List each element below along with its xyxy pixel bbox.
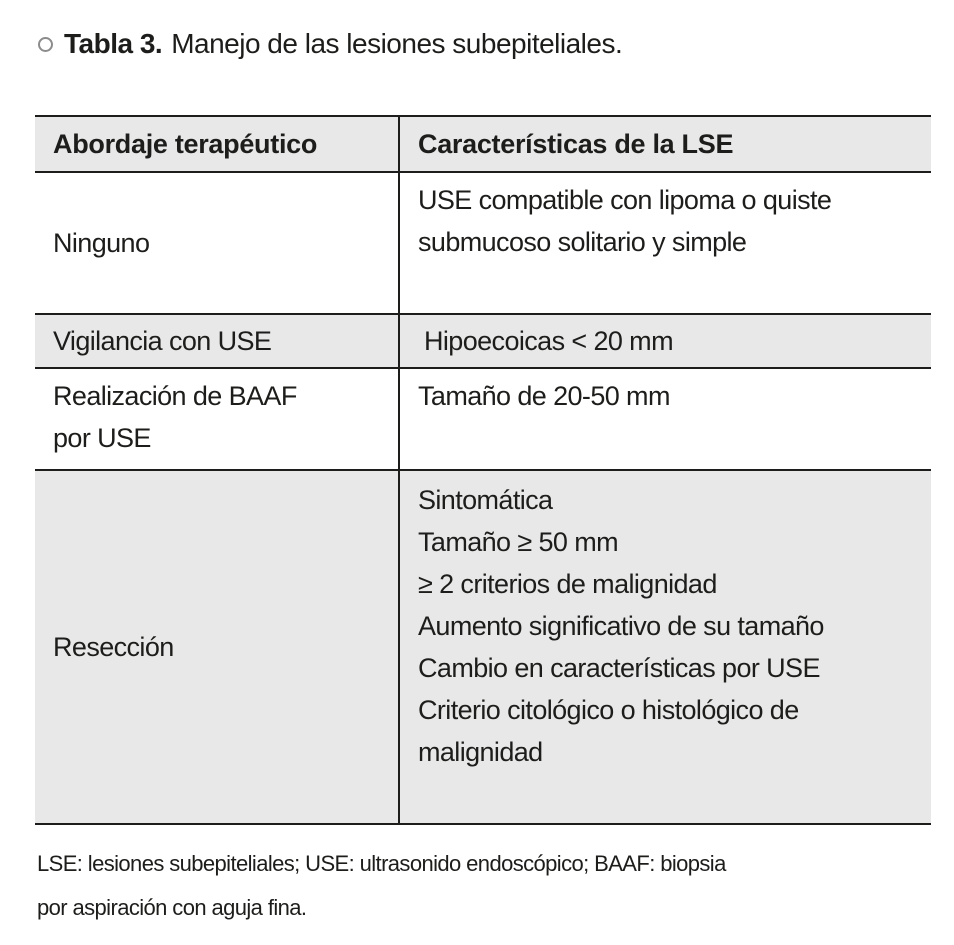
characteristic-line: Aumento significativo de su tamaño [418,611,824,641]
table-caption-text: Manejo de las lesiones subepiteliales. [171,28,623,59]
footnote-line: por aspiración con aguja fina. [37,895,307,920]
approach-cell: Vigilancia con USE [35,314,399,368]
characteristic-line: Hipoecoicas < 20 mm [424,326,673,356]
characteristic-line: Tamaño ≥ 50 mm [418,527,618,557]
characteristics-cell [399,314,931,368]
table-caption-label: Tabla 3. [64,28,163,59]
table-footnote [37,842,917,930]
characteristic-line: Criterio citológico o histológico de [418,695,799,725]
circle-bullet-icon [38,37,53,52]
approach-cell: Resección [35,470,399,824]
header-characteristics: Características de la LSE [399,116,931,172]
characteristic-line: Cambio en características por USE [418,653,820,683]
approach-line: por USE [53,423,151,453]
characteristics-cell [399,172,931,314]
footnote-line: LSE: lesiones subepiteliales; USE: ultrasonido endoscópico; BAAF: biopsia [37,851,726,876]
characteristic-line: submucoso solitario y simple [418,227,747,257]
table-row [35,470,931,824]
management-table [35,115,931,825]
approach-cell [35,368,399,470]
characteristic-line: USE compatible con lipoma o quiste [418,185,832,215]
table-row [35,368,931,470]
characteristic-line: Tamaño de 20-50 mm [418,381,670,411]
header-approach: Abordaje terapéutico [35,116,399,172]
table-caption [38,28,622,60]
characteristic-line: malignidad [418,737,543,767]
table-row [35,314,931,368]
characteristic-line: ≥ 2 criterios de malignidad [418,569,717,599]
characteristics-cell [399,368,931,470]
characteristics-cell [399,470,931,824]
approach-cell: Ninguno [35,172,399,314]
characteristic-line: Sintomática [418,485,553,515]
table-header-row [35,116,931,172]
table-row [35,172,931,314]
approach-line: Realización de BAAF [53,381,297,411]
